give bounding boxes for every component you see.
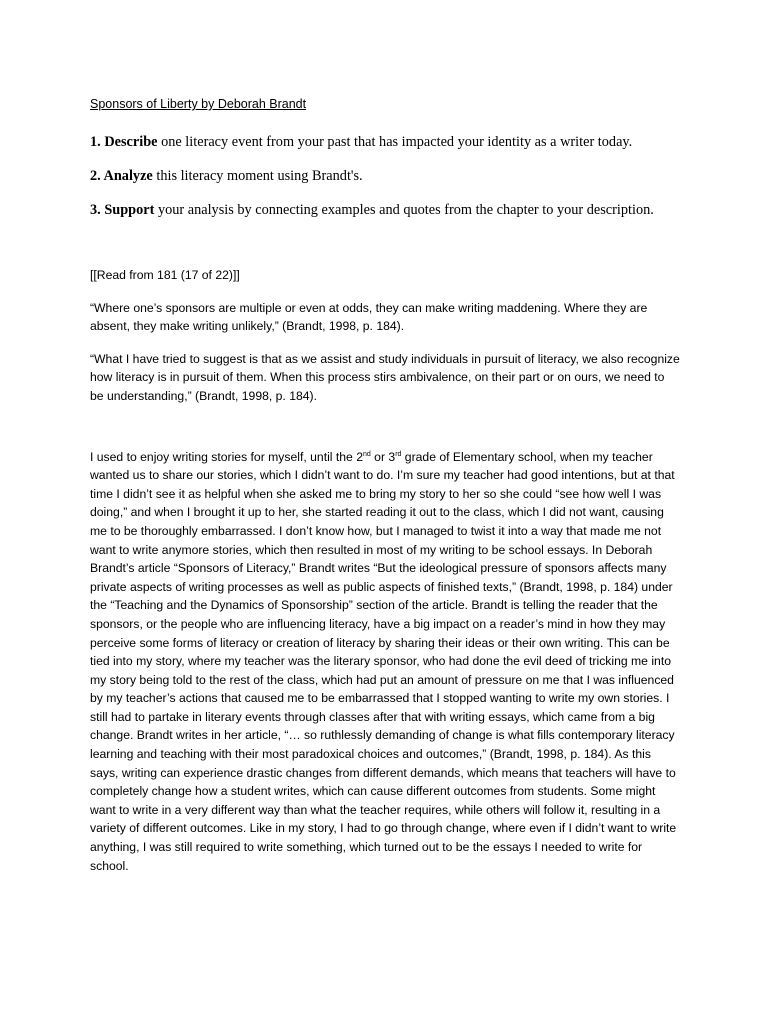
prompt-3-verb: Support	[104, 202, 155, 218]
essay-text-2: or 3	[370, 449, 396, 464]
section-spacer	[90, 236, 680, 266]
prompt-3	[90, 202, 680, 219]
prompt-3-text: your analysis by connecting examples and quotes from the chapter to your description.	[154, 202, 654, 218]
essay-sup-1: nd	[363, 450, 371, 458]
prompt-3-number: 3.	[90, 202, 101, 218]
prompt-2-text: this literacy moment using Brandt's.	[152, 168, 363, 184]
prompt-1-text: one literacy event from your past that has impacted your identity as a writer today.	[157, 134, 633, 150]
document-page	[90, 96, 680, 875]
prompt-1-verb: Describe	[104, 134, 158, 150]
quote-2: “What I have tried to suggest is that as we assist and study individuals in pursuit of literacy, we also recognize how literacy is in pursuit of them. When this process stirs ambivalence, on their part or on ours, we need to be understanding,” (Brandt, 1998, p. 184).	[90, 351, 680, 403]
essay-paragraph	[90, 448, 680, 876]
prompt-2-verb: Analyze	[103, 168, 153, 184]
essay-spacer	[90, 420, 680, 448]
quote-1: “Where one’s sponsors are multiple or even at odds, they can make writing maddening. Where they are absent, they make writing unlikely,” (Brandt, 1998, p. 184).	[90, 300, 648, 334]
essay-text-3: grade of Elementary school, when my teacher wanted us to share our stories, which I didn’t want to do. I’m sure my teacher had good intentions, but at that time I didn’t see it as helpful when she asked me to bring my story to her so she could “see how well I was doing,” and when I brought it up to her, she started reading it out to the class, which I did not want, causing me to be thoroughly embarrassed. I don’t know how, but I managed to twist it into a way that made me not want to write anymore stories, which then resulted in most of my writing to be school essays. In Deborah Brandt’s article “Sponsors of Literacy,” Brandt writes “But the ideological pressure of sponsors affects many private aspects of writing processes as well as public aspects of finished texts,” (Brandt, 1998, p. 184) under the “Teaching and the Dynamics of Sponsorship” section of the article. Brandt is telling the reader that the sponsors, or the people who are influencing literacy, have a big impact on a reader’s mind in how they may perceive some forms of literacy or creation of literacy by sharing their ideas or their own writing. This can be tied into my story, where my teacher was the literary sponsor, who had done the evil deed of tricking me into my story being told to the rest of the class, which had put an amount of pressure on me that I was influenced by my teacher’s actions that caused me to be embarrassed that I stopped wanting to write my own stories. I still had to partake in literary events through classes after that with writing essays, which came from a big change. Brandt writes in her article, “… so ruthlessly demanding of change is what fills contemporary literacy learning and teaching with their most paradoxical choices and outcomes,” (Brandt, 1998, p. 184). As this says, writing can experience drastic changes from different demands, which means that teachers will have to completely change how a student writes, which can cause different outcomes from students. Some might want to write in a very different way than what the teacher requires, while others will follow it, resulting in a variety of different outcomes. Like in my story, I had to go through change, where even if I didn’t want to write anything, I was still required to write something, which turned out to be the essays I needed to write for school.	[90, 449, 677, 873]
document-title: Sponsors of Liberty by Deborah Brandt	[90, 97, 307, 111]
read-note: [[Read from 181 (17 of 22)]]	[90, 268, 240, 282]
prompt-2-number: 2.	[90, 168, 101, 184]
essay-text-1: I used to enjoy writing stories for myself, until the 2	[90, 449, 363, 464]
prompt-1	[90, 134, 680, 151]
prompt-1-number: 1.	[90, 134, 101, 150]
prompt-2	[90, 168, 680, 185]
essay-sup-2: rd	[395, 450, 402, 458]
